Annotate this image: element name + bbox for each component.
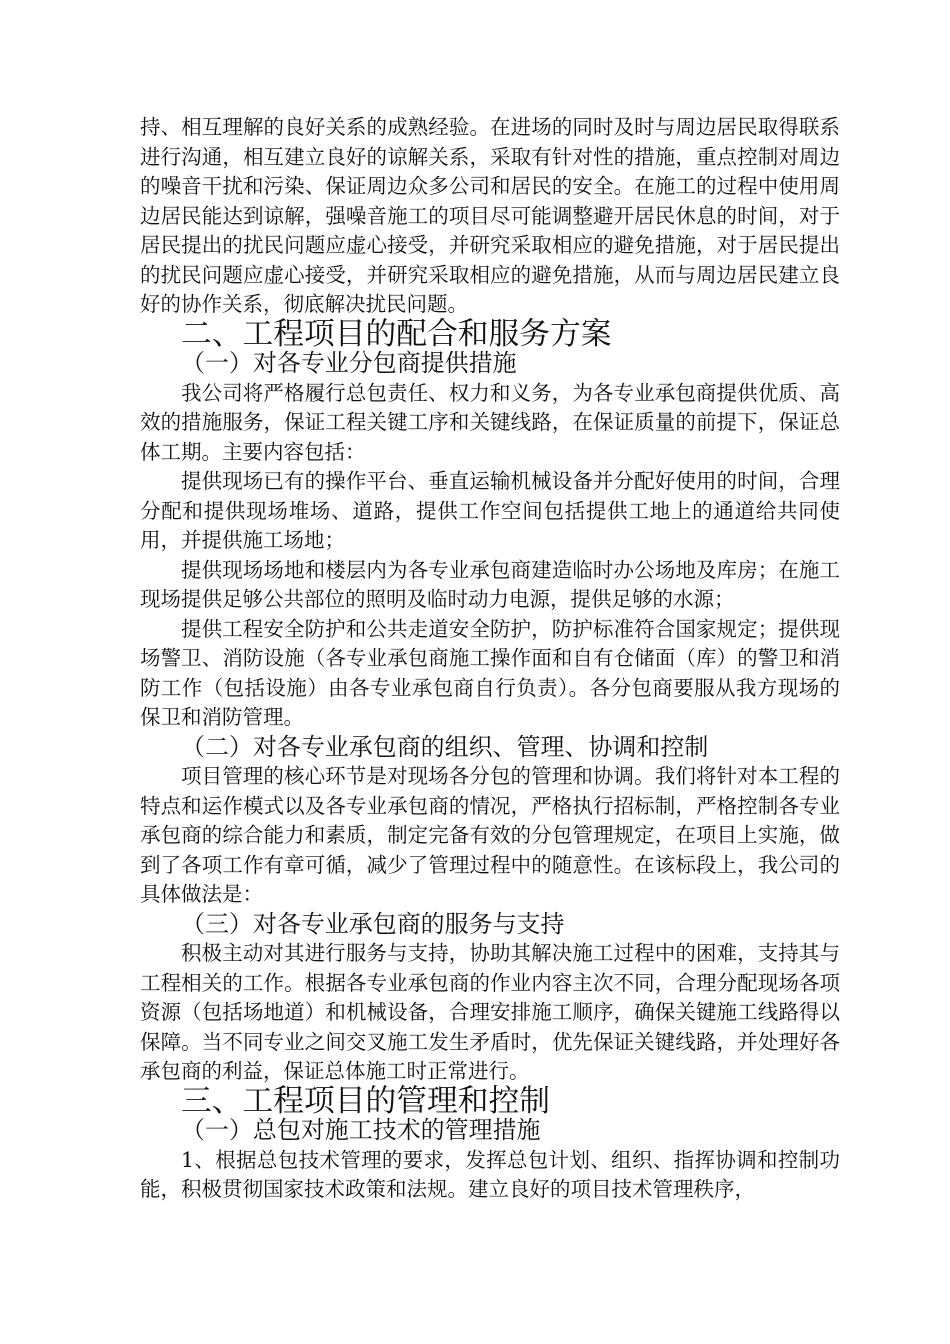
paragraph-temporary-office: 提供现场场地和楼层内为各专业承包商建造临时办公场地及库房；在施工现场提供足够公共部位的照明及临时动力电源，提供足够的水源；: [140, 557, 840, 611]
paragraph-safety-protection: 提供工程安全防护和公共走道安全防护，防护标准符合国家规定；提供现场警卫、消防设施（各专业承包商施工操作面和自有仓储面（库）的警卫和消防工作（包括设施）由各专业承包商自行负责）。各分包商要服从我方现场的保卫和消防管理。: [140, 616, 840, 729]
section-heading-coordination-service: 二、工程项目的配合和服务方案: [181, 315, 612, 352]
document-page: [140, 113, 840, 1205]
paragraph-project-management-core: 项目管理的核心环节是对现场各分包的管理和协调。我们将针对本工程的特点和运作模式以及各专业承包商的情况，严格执行招标制，严格控制各专业承包商的综合能力和素质，制定完备有效的分包管理规定，在项目上实施，做到了各项工作有章可循，减少了管理过程中的随意性。在该标段上，我公司的具体做法是：: [140, 764, 840, 906]
paragraph-general-contractor-duties: 我公司将严格履行总包责任、权力和义务，为各专业承包商提供优质、高效的措施服务，保证工程关键工序和关键线路，在保证质量的前提下，保证总体工期。主要内容包括：: [140, 380, 840, 464]
subsection-heading-technical-management: （一）总包对施工技术的管理措施: [181, 1116, 541, 1144]
section-heading-management-control: 三、工程项目的管理和控制: [181, 1082, 551, 1119]
paragraph-platform-equipment: 提供现场已有的操作平台、垂直运输机械设备并分配好使用的时间，合理分配和提供现场堆场、道路，提供工作空间包括提供工地上的通道给共同使用，并提供施工场地；: [140, 469, 840, 552]
subsection-heading-service-support: （三）对各专业承包商的服务与支持: [181, 909, 565, 938]
paragraph-residents-relations: 持、相互理解的良好关系的成熟经验。在进场的同时及时与周边居民取得联系进行沟通，相互建立良好的谅解关系，采取有针对性的措施，重点控制对周边的噪音干扰和污染、保证周边众多公司和居民的安全。在施工的过程中使用周边居民能达到谅解，强噪音施工的项目尽可能调整避开居民休息的时间，对于居民提出的扰民问题应虚心接受，并研究采取相应的避免措施，对于居民提出的扰民问题应虚心接受，并研究采取相应的避免措施，从而与周边居民建立良好的协作关系，彻底解决扰民问题。: [140, 115, 840, 316]
paragraph-active-service: 积极主动对其进行服务与支持，协助其解决施工过程中的困难，支持其与工程相关的工作。根据各专业承包商的作业内容主次不同，合理分配现场各项资源（包括场地道）和机械设备，合理安排施工顺序，确保关键施工线路得以保障。当不同专业之间交叉施工发生矛盾时，优先保证关键线路，并处理好各承包商的利益，保证总体施工时正常进行。: [140, 941, 840, 1083]
paragraph-technical-requirements: 1、根据总包技术管理的要求，发挥总包计划、组织、指挥协调和控制功能，积极贯彻国家技术政策和法规。建立良好的项目技术管理秩序，: [140, 1147, 840, 1201]
subsection-heading-organization-management: （二）对各专业承包商的组织、管理、协调和控制: [181, 732, 709, 761]
subsection-heading-subcontractor-measures: （一）对各专业分包商提供措施: [181, 349, 517, 377]
